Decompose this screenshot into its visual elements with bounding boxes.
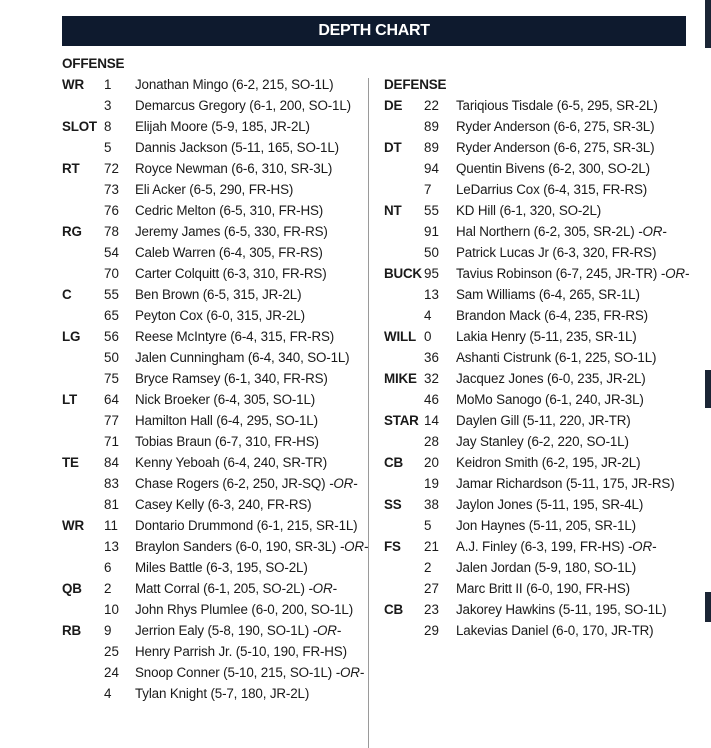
jersey-number: 94 (424, 161, 439, 176)
jersey-number: 0 (424, 329, 432, 344)
player-name: Jacquez Jones (6-0, 235, JR-2L) (456, 371, 646, 386)
player-info (456, 473, 675, 494)
player-info (135, 536, 368, 557)
jersey-number: 56 (104, 329, 119, 344)
player-name: Kenny Yeboah (6-4, 240, SR-TR) (135, 455, 328, 470)
jersey-number: 4 (104, 686, 112, 701)
jersey-number: 77 (104, 413, 119, 428)
player-name: LeDarrius Cox (6-4, 315, FR-RS) (456, 182, 648, 197)
player-name: Nick Broeker (6-4, 305, SO-1L) (135, 392, 316, 407)
jersey-number: 54 (104, 245, 119, 260)
player-info (135, 578, 337, 599)
position-label: LG (62, 329, 81, 344)
player-info (135, 473, 357, 494)
player-info (135, 389, 315, 410)
player-name: Jerrion Ealy (5-8, 190, SO-1L) (135, 623, 310, 638)
or-marker: -OR- (660, 266, 690, 281)
player-name: Patrick Lucas Jr (6-3, 320, FR-RS) (456, 245, 657, 260)
player-name: Eli Acker (6-5, 290, FR-HS) (135, 182, 294, 197)
offense-roster (62, 74, 369, 704)
player-name: Dannis Jackson (5-11, 165, SO-1L) (135, 140, 339, 155)
player-info (456, 557, 636, 578)
jersey-number: 55 (424, 203, 439, 218)
or-marker: -OR- (339, 539, 369, 554)
offense-player-row (62, 410, 318, 431)
player-info (456, 116, 654, 137)
jersey-number: 22 (424, 98, 439, 113)
player-info (135, 158, 332, 179)
defense-player-row (384, 347, 657, 368)
page-title: DEPTH CHART (62, 16, 686, 46)
jersey-number: 2 (104, 581, 112, 596)
offense-player-row (62, 284, 302, 305)
player-info (456, 368, 646, 389)
position-label: CB (384, 455, 403, 470)
jersey-number: 7 (424, 182, 432, 197)
defense-player-row (384, 284, 640, 305)
defense-player-row (384, 473, 675, 494)
player-name: Keidron Smith (6-2, 195, JR-2L) (456, 455, 641, 470)
jersey-number: 84 (104, 455, 119, 470)
player-info (456, 221, 667, 242)
defense-roster (384, 95, 690, 641)
player-name: Tobias Braun (6-7, 310, FR-HS) (135, 434, 319, 449)
jersey-number: 55 (104, 287, 119, 302)
jersey-number: 73 (104, 182, 119, 197)
position-label: TE (62, 455, 79, 470)
jersey-number: 38 (424, 497, 439, 512)
jersey-number: 65 (104, 308, 119, 323)
jersey-number: 13 (424, 287, 439, 302)
player-info (456, 179, 647, 200)
player-name: Daylen Gill (5-11, 220, JR-TR) (456, 413, 631, 428)
offense-player-row (62, 662, 365, 683)
offense-player-row (62, 683, 310, 704)
player-name: Jeremy James (6-5, 330, FR-RS) (135, 224, 328, 239)
jersey-number: 76 (104, 203, 119, 218)
position-label: C (62, 287, 72, 302)
player-name: Miles Battle (6-3, 195, SO-2L) (135, 560, 308, 575)
player-info (135, 431, 319, 452)
jersey-number: 5 (424, 518, 432, 533)
player-name: Jay Stanley (6-2, 220, SO-1L) (456, 434, 629, 449)
position-label: SS (384, 497, 402, 512)
player-name: Braylon Sanders (6-0, 190, SR-3L) (135, 539, 337, 554)
defense-player-row (384, 221, 667, 242)
position-label: MIKE (384, 371, 417, 386)
jersey-number: 27 (424, 581, 439, 596)
player-name: Caleb Warren (6-4, 305, FR-RS) (135, 245, 323, 260)
player-info (456, 620, 653, 641)
defense-player-row (384, 179, 648, 200)
player-info (135, 221, 328, 242)
jersey-number: 8 (104, 119, 112, 134)
defense-player-row (384, 305, 648, 326)
player-info (135, 116, 310, 137)
jersey-number: 72 (104, 161, 119, 176)
player-info (456, 158, 650, 179)
player-name: Royce Newman (6-6, 310, SR-3L) (135, 161, 333, 176)
player-info (135, 242, 323, 263)
position-label: SLOT (62, 119, 97, 134)
player-name: Jamar Richardson (5-11, 175, JR-RS) (456, 476, 675, 491)
jersey-number: 4 (424, 308, 432, 323)
offense-player-row (62, 242, 323, 263)
player-name: Tylan Knight (5-7, 180, JR-2L) (135, 686, 310, 701)
player-info (456, 431, 629, 452)
jersey-number: 10 (104, 602, 119, 617)
player-name: Jonathan Mingo (6-2, 215, SO-1L) (135, 77, 334, 92)
player-info (135, 284, 301, 305)
jersey-number: 70 (104, 266, 119, 281)
player-name: Jalen Jordan (5-9, 180, SO-1L) (456, 560, 637, 575)
player-info (456, 347, 656, 368)
player-name: Lakevias Daniel (6-0, 170, JR-TR) (456, 623, 654, 638)
player-name: Cedric Melton (6-5, 310, FR-HS) (135, 203, 324, 218)
offense-player-row (62, 179, 294, 200)
player-name: Dontario Drummond (6-1, 215, SR-1L) (135, 518, 358, 533)
player-name: Reese McIntyre (6-4, 315, FR-RS) (135, 329, 335, 344)
player-info (135, 179, 293, 200)
offense-player-row (62, 347, 350, 368)
jersey-number: 89 (424, 119, 439, 134)
jersey-number: 32 (424, 371, 439, 386)
jersey-number: 3 (104, 98, 112, 113)
offense-player-row (62, 137, 339, 158)
player-info (135, 641, 347, 662)
or-marker: -OR- (638, 224, 667, 239)
jersey-number: 13 (104, 539, 119, 554)
player-info (135, 662, 364, 683)
offense-heading: OFFENSE (62, 56, 125, 71)
jersey-number: 2 (424, 560, 432, 575)
offense-player-row (62, 536, 369, 557)
defense-player-row (384, 410, 631, 431)
defense-player-row (384, 158, 650, 179)
player-name: Henry Parrish Jr. (5-10, 190, FR-HS) (135, 644, 347, 659)
jersey-number: 19 (424, 476, 439, 491)
player-name: Ryder Anderson (6-6, 275, SR-3L) (456, 119, 655, 134)
player-name: Jon Haynes (5-11, 205, SR-1L) (456, 518, 636, 533)
player-name: Sam Williams (6-4, 265, SR-1L) (456, 287, 640, 302)
offense-player-row (62, 557, 308, 578)
jersey-number: 81 (104, 497, 119, 512)
offense-player-row (62, 221, 328, 242)
player-info (135, 200, 323, 221)
player-info (135, 95, 351, 116)
position-label: CB (384, 602, 403, 617)
player-info (135, 326, 334, 347)
position-label: QB (62, 581, 82, 596)
position-label: STAR (384, 413, 419, 428)
player-name: Lakia Henry (5-11, 235, SR-1L) (456, 329, 637, 344)
player-info (456, 305, 648, 326)
defense-player-row (384, 200, 602, 221)
offense-player-row (62, 95, 351, 116)
defense-player-row (384, 326, 637, 347)
jersey-number: 50 (424, 245, 439, 260)
offense-player-row (62, 452, 328, 473)
jersey-number: 71 (104, 434, 119, 449)
player-info (456, 410, 631, 431)
position-label: WR (62, 77, 84, 92)
defense-player-row (384, 452, 641, 473)
column-divider (368, 78, 369, 748)
player-name: Carter Colquitt (6-3, 310, FR-RS) (135, 266, 327, 281)
player-name: Ryder Anderson (6-6, 275, SR-3L) (456, 140, 655, 155)
offense-player-row (62, 620, 342, 641)
player-name: Jakorey Hawkins (5-11, 195, SO-1L) (456, 602, 667, 617)
player-name: Tavius Robinson (6-7, 245, JR-TR) (456, 266, 658, 281)
player-name: Casey Kelly (6-3, 240, FR-RS) (135, 497, 312, 512)
edge-bar-bottom (705, 592, 711, 622)
defense-player-row (384, 515, 636, 536)
offense-player-row (62, 431, 319, 452)
jersey-number: 9 (104, 623, 112, 638)
offense-player-row (62, 473, 358, 494)
player-info (456, 536, 656, 557)
player-info (135, 410, 318, 431)
or-marker: -OR- (312, 623, 342, 638)
jersey-number: 5 (104, 140, 112, 155)
player-info (456, 578, 630, 599)
jersey-number: 50 (104, 350, 119, 365)
player-info (456, 95, 658, 116)
player-name: Marc Britt II (6-0, 190, FR-HS) (456, 581, 630, 596)
player-name: Quentin Bivens (6-2, 300, SO-2L) (456, 161, 650, 176)
position-label: RG (62, 224, 82, 239)
edge-bar-middle (705, 370, 711, 408)
jersey-number: 24 (104, 665, 119, 680)
player-info (456, 599, 666, 620)
jersey-number: 1 (104, 77, 112, 92)
jersey-number: 23 (424, 602, 439, 617)
player-name: Snoop Conner (5-10, 215, SO-1L) (135, 665, 333, 680)
or-marker: -OR- (308, 581, 337, 596)
player-info (135, 515, 357, 536)
player-name: KD Hill (6-1, 320, SO-2L) (456, 203, 602, 218)
offense-player-row (62, 200, 324, 221)
player-name: Chase Rogers (6-2, 250, JR-SQ) (135, 476, 326, 491)
player-name: Peyton Cox (6-0, 315, JR-2L) (135, 308, 305, 323)
player-info (135, 263, 327, 284)
player-name: Brandon Mack (6-4, 235, FR-RS) (456, 308, 648, 323)
player-info (456, 515, 636, 536)
position-label: DE (384, 98, 403, 113)
player-info (135, 368, 328, 389)
jersey-number: 25 (104, 644, 119, 659)
player-name: Demarcus Gregory (6-1, 200, SO-1L) (135, 98, 351, 113)
jersey-number: 46 (424, 392, 439, 407)
player-info (135, 683, 309, 704)
offense-player-row (62, 641, 347, 662)
defense-player-row (384, 95, 658, 116)
offense-player-row (62, 368, 328, 389)
offense-player-row (62, 599, 354, 620)
player-name: A.J. Finley (6-3, 199, FR-HS) (456, 539, 625, 554)
player-info (135, 494, 311, 515)
player-name: Ashanti Cistrunk (6-1, 225, SO-1L) (456, 350, 657, 365)
defense-heading: DEFENSE (384, 77, 447, 92)
defense-player-row (384, 578, 630, 599)
player-info (135, 452, 327, 473)
position-label: LT (62, 392, 77, 407)
jersey-number: 6 (104, 560, 112, 575)
jersey-number: 64 (104, 392, 119, 407)
player-info (456, 137, 654, 158)
player-info (135, 599, 353, 620)
or-marker: -OR- (335, 665, 365, 680)
defense-player-row (384, 599, 667, 620)
player-name: MoMo Sanogo (6-1, 240, JR-3L) (456, 392, 644, 407)
offense-player-row (62, 494, 312, 515)
defense-player-row (384, 368, 646, 389)
position-label: WILL (384, 329, 416, 344)
player-info (135, 137, 339, 158)
player-info (456, 200, 601, 221)
offense-player-row (62, 326, 335, 347)
player-info (456, 326, 637, 347)
jersey-number: 21 (424, 539, 439, 554)
player-name: John Rhys Plumlee (6-0, 200, SO-1L) (135, 602, 354, 617)
player-info (456, 452, 640, 473)
position-label: RT (62, 161, 80, 176)
jersey-number: 28 (424, 434, 439, 449)
position-label: FS (384, 539, 401, 554)
defense-player-row (384, 557, 637, 578)
jersey-number: 36 (424, 350, 439, 365)
player-name: Jalen Cunningham (6-4, 340, SO-1L) (135, 350, 350, 365)
player-name: Bryce Ramsey (6-1, 340, FR-RS) (135, 371, 328, 386)
jersey-number: 95 (424, 266, 439, 281)
player-info (135, 557, 308, 578)
player-info (135, 620, 341, 641)
jersey-number: 20 (424, 455, 439, 470)
player-info (456, 284, 640, 305)
player-info (135, 74, 333, 95)
jersey-number: 11 (104, 518, 118, 533)
jersey-number: 83 (104, 476, 119, 491)
offense-player-row (62, 305, 305, 326)
jersey-number: 89 (424, 140, 439, 155)
offense-player-row (62, 263, 327, 284)
defense-player-row (384, 620, 654, 641)
position-label: NT (384, 203, 402, 218)
player-name: Hamilton Hall (6-4, 295, SO-1L) (135, 413, 318, 428)
offense-player-row (62, 515, 358, 536)
edge-bar-top (705, 0, 711, 48)
position-label: RB (62, 623, 81, 638)
offense-player-row (62, 578, 337, 599)
player-name: Elijah Moore (5-9, 185, JR-2L) (135, 119, 310, 134)
defense-player-row (384, 116, 655, 137)
or-marker: -OR- (627, 539, 657, 554)
position-label: DT (384, 140, 402, 155)
position-label: BUCK (384, 266, 422, 281)
jersey-number: 14 (424, 413, 439, 428)
player-info (456, 263, 689, 284)
offense-player-row (62, 74, 334, 95)
defense-section (384, 75, 690, 641)
defense-player-row (384, 431, 629, 452)
player-info (456, 389, 644, 410)
player-name: Jaylon Jones (5-11, 195, SR-4L) (456, 497, 644, 512)
jersey-number: 29 (424, 623, 439, 638)
offense-player-row (62, 116, 310, 137)
offense-player-row (62, 389, 316, 410)
offense-section (62, 54, 369, 704)
offense-player-row (62, 158, 333, 179)
player-name: Tariqious Tisdale (6-5, 295, SR-2L) (456, 98, 658, 113)
player-info (135, 347, 349, 368)
player-info (456, 242, 656, 263)
defense-player-row (384, 242, 657, 263)
defense-player-row (384, 536, 657, 557)
jersey-number: 91 (424, 224, 439, 239)
jersey-number: 78 (104, 224, 119, 239)
jersey-number: 75 (104, 371, 119, 386)
player-name: Matt Corral (6-1, 205, SO-2L) (135, 581, 305, 596)
player-name: Ben Brown (6-5, 315, JR-2L) (135, 287, 302, 302)
defense-player-row (384, 137, 655, 158)
or-marker: -OR- (329, 476, 358, 491)
player-info (135, 305, 305, 326)
player-name: Hal Northern (6-2, 305, SR-2L) (456, 224, 635, 239)
defense-player-row (384, 389, 644, 410)
defense-player-row (384, 263, 690, 284)
position-label: WR (62, 518, 84, 533)
defense-player-row (384, 494, 644, 515)
player-info (456, 494, 643, 515)
